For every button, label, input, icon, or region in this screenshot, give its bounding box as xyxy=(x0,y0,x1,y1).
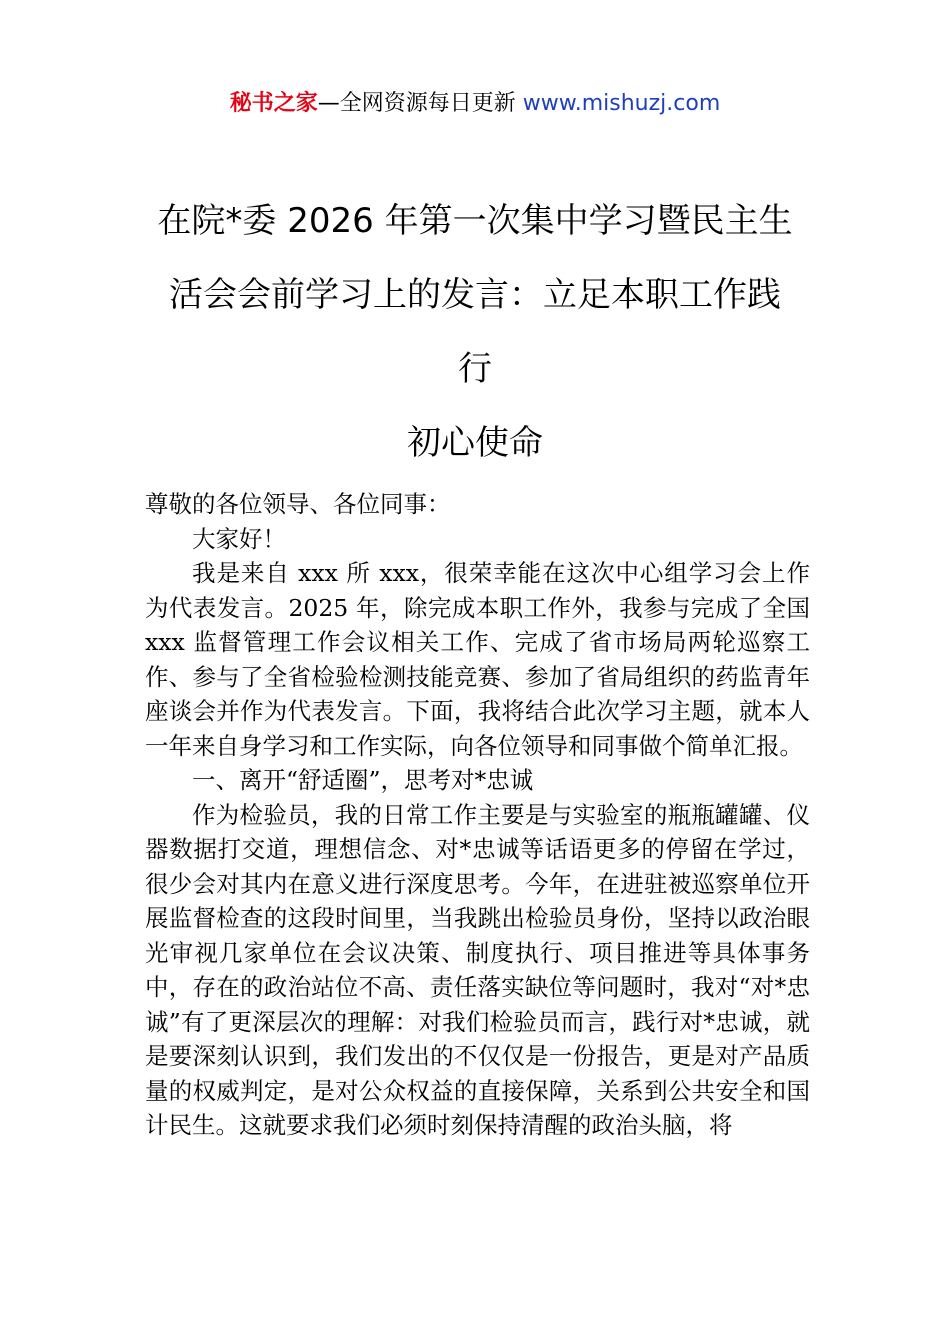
title-line: 初心使命 xyxy=(407,423,543,463)
section-heading: 一、离开“舒适圈”，思考对*忠诚 xyxy=(192,766,534,794)
salutation: 尊敬的各位领导、各位同事： xyxy=(145,490,451,518)
intro-paragraph: 我是来自 xxx 所 xxx，很荣幸能在这次中心组学习会上作为代表发言。2025 年，除完成本职工作外，我参与完成了全国 xxx 监督管理工作会议相关工作、完成了省市场局两轮巡察工作、参与了全省检验检测技能竞赛、参加了省局组织的药监青年座谈会并作为代表发言。下面，我将结合此次学习主题，就本人一年来自身学习和工作实际，向各位领导和同事做个简单汇报。 xyxy=(145,559,810,760)
site-header xyxy=(0,88,950,120)
title-line: 在院*委 2026 年第一次集中学习暨民主生 xyxy=(157,201,793,241)
site-url-link[interactable]: www.mishuzj.com xyxy=(522,91,721,116)
document-body xyxy=(145,487,810,1143)
title-line: 活会会前学习上的发言：立足本职工作践 xyxy=(169,275,781,315)
greeting: 大家好！ xyxy=(192,524,286,553)
section-paragraph: 作为检验员，我的日常工作主要是与实验室的瓶瓶罐罐、仪器数据打交道，理想信念、对*忠诚等话语更多的停留在学过，很少会对其内在意义进行深度思考。今年，在进驻被巡察单位开展监督检查的这段时间里，当我跳出检验员身份，坚持以政治眼光审视几家单位在会议决策、制度执行、项目推进等具体事务中，存在的政治站位不高、责任落实缺位等问题时，我对“对*忠诚”有了更深层次的理解：对我们检验员而言，践行对*忠诚，就是要深刻认识到，我们发出的不仅仅是一份报告，更是对产品质量的权威判定，是对公众权益的直接保障，关系到公共安全和国计民生。这就要求我们必须时刻保持清醒的政治头脑，将 xyxy=(145,800,810,1139)
document-title xyxy=(140,184,810,480)
title-line: 行 xyxy=(458,349,492,389)
site-brand: 秘书之家 xyxy=(229,91,318,116)
site-tagline: —全网资源每日更新 xyxy=(317,91,523,116)
